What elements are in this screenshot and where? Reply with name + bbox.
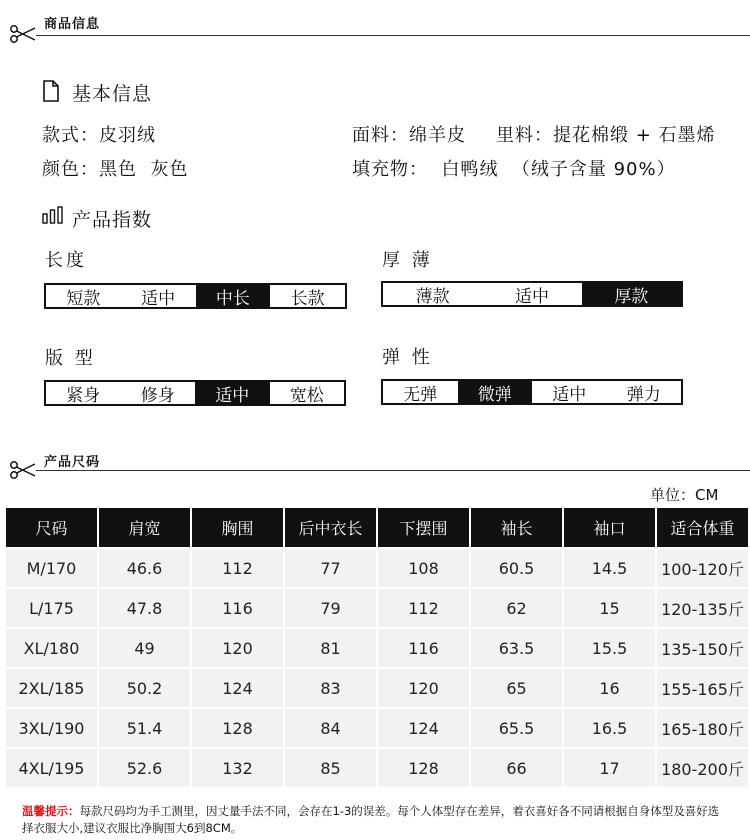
elastic-scale <box>381 379 683 405</box>
scale-option: 中长 <box>196 285 271 307</box>
scale-option: 适中 <box>141 288 176 309</box>
scissors-icon <box>9 24 37 44</box>
table-row <box>6 669 748 707</box>
table-cell: 50.2 <box>99 669 190 707</box>
table-cell: 116 <box>192 589 283 627</box>
scale-option: 厚款 <box>582 283 681 305</box>
table-cell: 65 <box>471 669 562 707</box>
filling-info: 填充物： 白鸭绒 （绒子含量 90%） <box>352 159 676 180</box>
table-cell: 84 <box>285 709 376 747</box>
table-cell: 165-180斤 <box>657 709 748 747</box>
scale-option: 修身 <box>140 385 175 406</box>
scale-option: 微弹 <box>458 381 533 403</box>
scale-option: 紧身 <box>66 385 101 406</box>
scale-option: 适中 <box>195 382 270 404</box>
table-cell: 155-165斤 <box>657 669 748 707</box>
length-scale <box>44 283 347 309</box>
table-cell: 124 <box>378 709 469 747</box>
column-header: 适合体重 <box>657 508 748 547</box>
table-cell: 16 <box>564 669 655 707</box>
thickness-scale <box>381 281 683 307</box>
table-cell: 128 <box>378 749 469 787</box>
table-cell: 60.5 <box>471 549 562 587</box>
table-cell: 52.6 <box>99 749 190 787</box>
table-cell: 120-135斤 <box>657 589 748 627</box>
scale-option: 适中 <box>552 384 587 405</box>
lining-info: 里料：提花棉缎 + 石墨烯 <box>496 125 716 146</box>
table-cell: 15 <box>564 589 655 627</box>
scale-option: 薄款 <box>415 286 450 307</box>
table-cell: 112 <box>192 549 283 587</box>
size-table <box>4 506 750 789</box>
table-cell: 47.8 <box>99 589 190 627</box>
table-cell: 63.5 <box>471 629 562 667</box>
table-row <box>6 709 748 747</box>
scale-option: 长款 <box>290 288 325 309</box>
document-icon <box>42 80 60 102</box>
section-title-size: 产品尺码 <box>44 455 101 470</box>
table-header-row <box>6 508 748 547</box>
table-cell: 4XL/195 <box>6 749 97 787</box>
table-cell: 85 <box>285 749 376 787</box>
table-cell: 128 <box>192 709 283 747</box>
table-cell: 65.5 <box>471 709 562 747</box>
product-index-title: 产品指数 <box>72 209 153 231</box>
table-cell: 17 <box>564 749 655 787</box>
table-body <box>6 549 748 787</box>
color-info: 颜色：黑色 灰色 <box>42 159 189 180</box>
table-cell: 3XL/190 <box>6 709 97 747</box>
note-label: 温馨提示： <box>22 804 80 818</box>
column-header: 袖口 <box>564 508 655 547</box>
table-cell: 81 <box>285 629 376 667</box>
scale-option: 无弹 <box>403 384 438 405</box>
bar-chart-icon <box>42 206 64 224</box>
table-cell: 14.5 <box>564 549 655 587</box>
length-label: 长度 <box>45 250 87 271</box>
table-cell: 46.6 <box>99 549 190 587</box>
table-cell: 135-150斤 <box>657 629 748 667</box>
scale-option: 弹力 <box>626 384 661 405</box>
table-cell: XL/180 <box>6 629 97 667</box>
fit-scale <box>44 380 346 406</box>
table-row <box>6 629 748 667</box>
unit-label: 单位：CM <box>650 486 719 504</box>
table-row <box>6 589 748 627</box>
table-cell: 100-120斤 <box>657 549 748 587</box>
fabric-info: 面料：绵羊皮 <box>352 125 466 146</box>
column-header: 肩宽 <box>99 508 190 547</box>
column-header: 胸围 <box>192 508 283 547</box>
table-cell: 49 <box>99 629 190 667</box>
basic-info-title: 基本信息 <box>72 83 153 105</box>
table-cell: 108 <box>378 549 469 587</box>
note-text: 每款尺码均为手工测里，因丈量手法不同，会存在1-3的误差。每个人体型存在差异，着衣喜好各不同请根据自身体型及喜好选择衣服大小,建议衣服比净胸围大6到8CM。 <box>22 804 720 835</box>
table-cell: 83 <box>285 669 376 707</box>
table-cell: 124 <box>192 669 283 707</box>
table-row <box>6 749 748 787</box>
scale-option: 短款 <box>66 288 101 309</box>
column-header: 袖长 <box>471 508 562 547</box>
section-title-product: 商品信息 <box>44 17 101 32</box>
table-cell: 116 <box>378 629 469 667</box>
column-header: 后中衣长 <box>285 508 376 547</box>
table-cell: 120 <box>378 669 469 707</box>
table-cell: 180-200斤 <box>657 749 748 787</box>
style-info: 款式：皮羽绒 <box>42 125 156 146</box>
column-header: 下摆围 <box>378 508 469 547</box>
table-cell: 120 <box>192 629 283 667</box>
table-cell: 62 <box>471 589 562 627</box>
divider <box>36 470 750 471</box>
table-cell: 77 <box>285 549 376 587</box>
size-note <box>22 803 722 837</box>
table-cell: 15.5 <box>564 629 655 667</box>
table-cell: L/175 <box>6 589 97 627</box>
table-cell: 112 <box>378 589 469 627</box>
table-cell: 51.4 <box>99 709 190 747</box>
column-header: 尺码 <box>6 508 97 547</box>
elastic-label: 弹 性 <box>382 347 433 368</box>
scale-option: 适中 <box>514 286 549 307</box>
table-cell: 2XL/185 <box>6 669 97 707</box>
thickness-label: 厚 薄 <box>382 250 433 271</box>
table-row <box>6 549 748 587</box>
table-cell: 79 <box>285 589 376 627</box>
table-cell: M/170 <box>6 549 97 587</box>
table-cell: 66 <box>471 749 562 787</box>
fit-label: 版 型 <box>45 348 96 369</box>
table-cell: 16.5 <box>564 709 655 747</box>
table-cell: 132 <box>192 749 283 787</box>
scale-option: 宽松 <box>289 385 324 406</box>
divider <box>36 35 750 36</box>
scissors-icon <box>9 460 37 480</box>
